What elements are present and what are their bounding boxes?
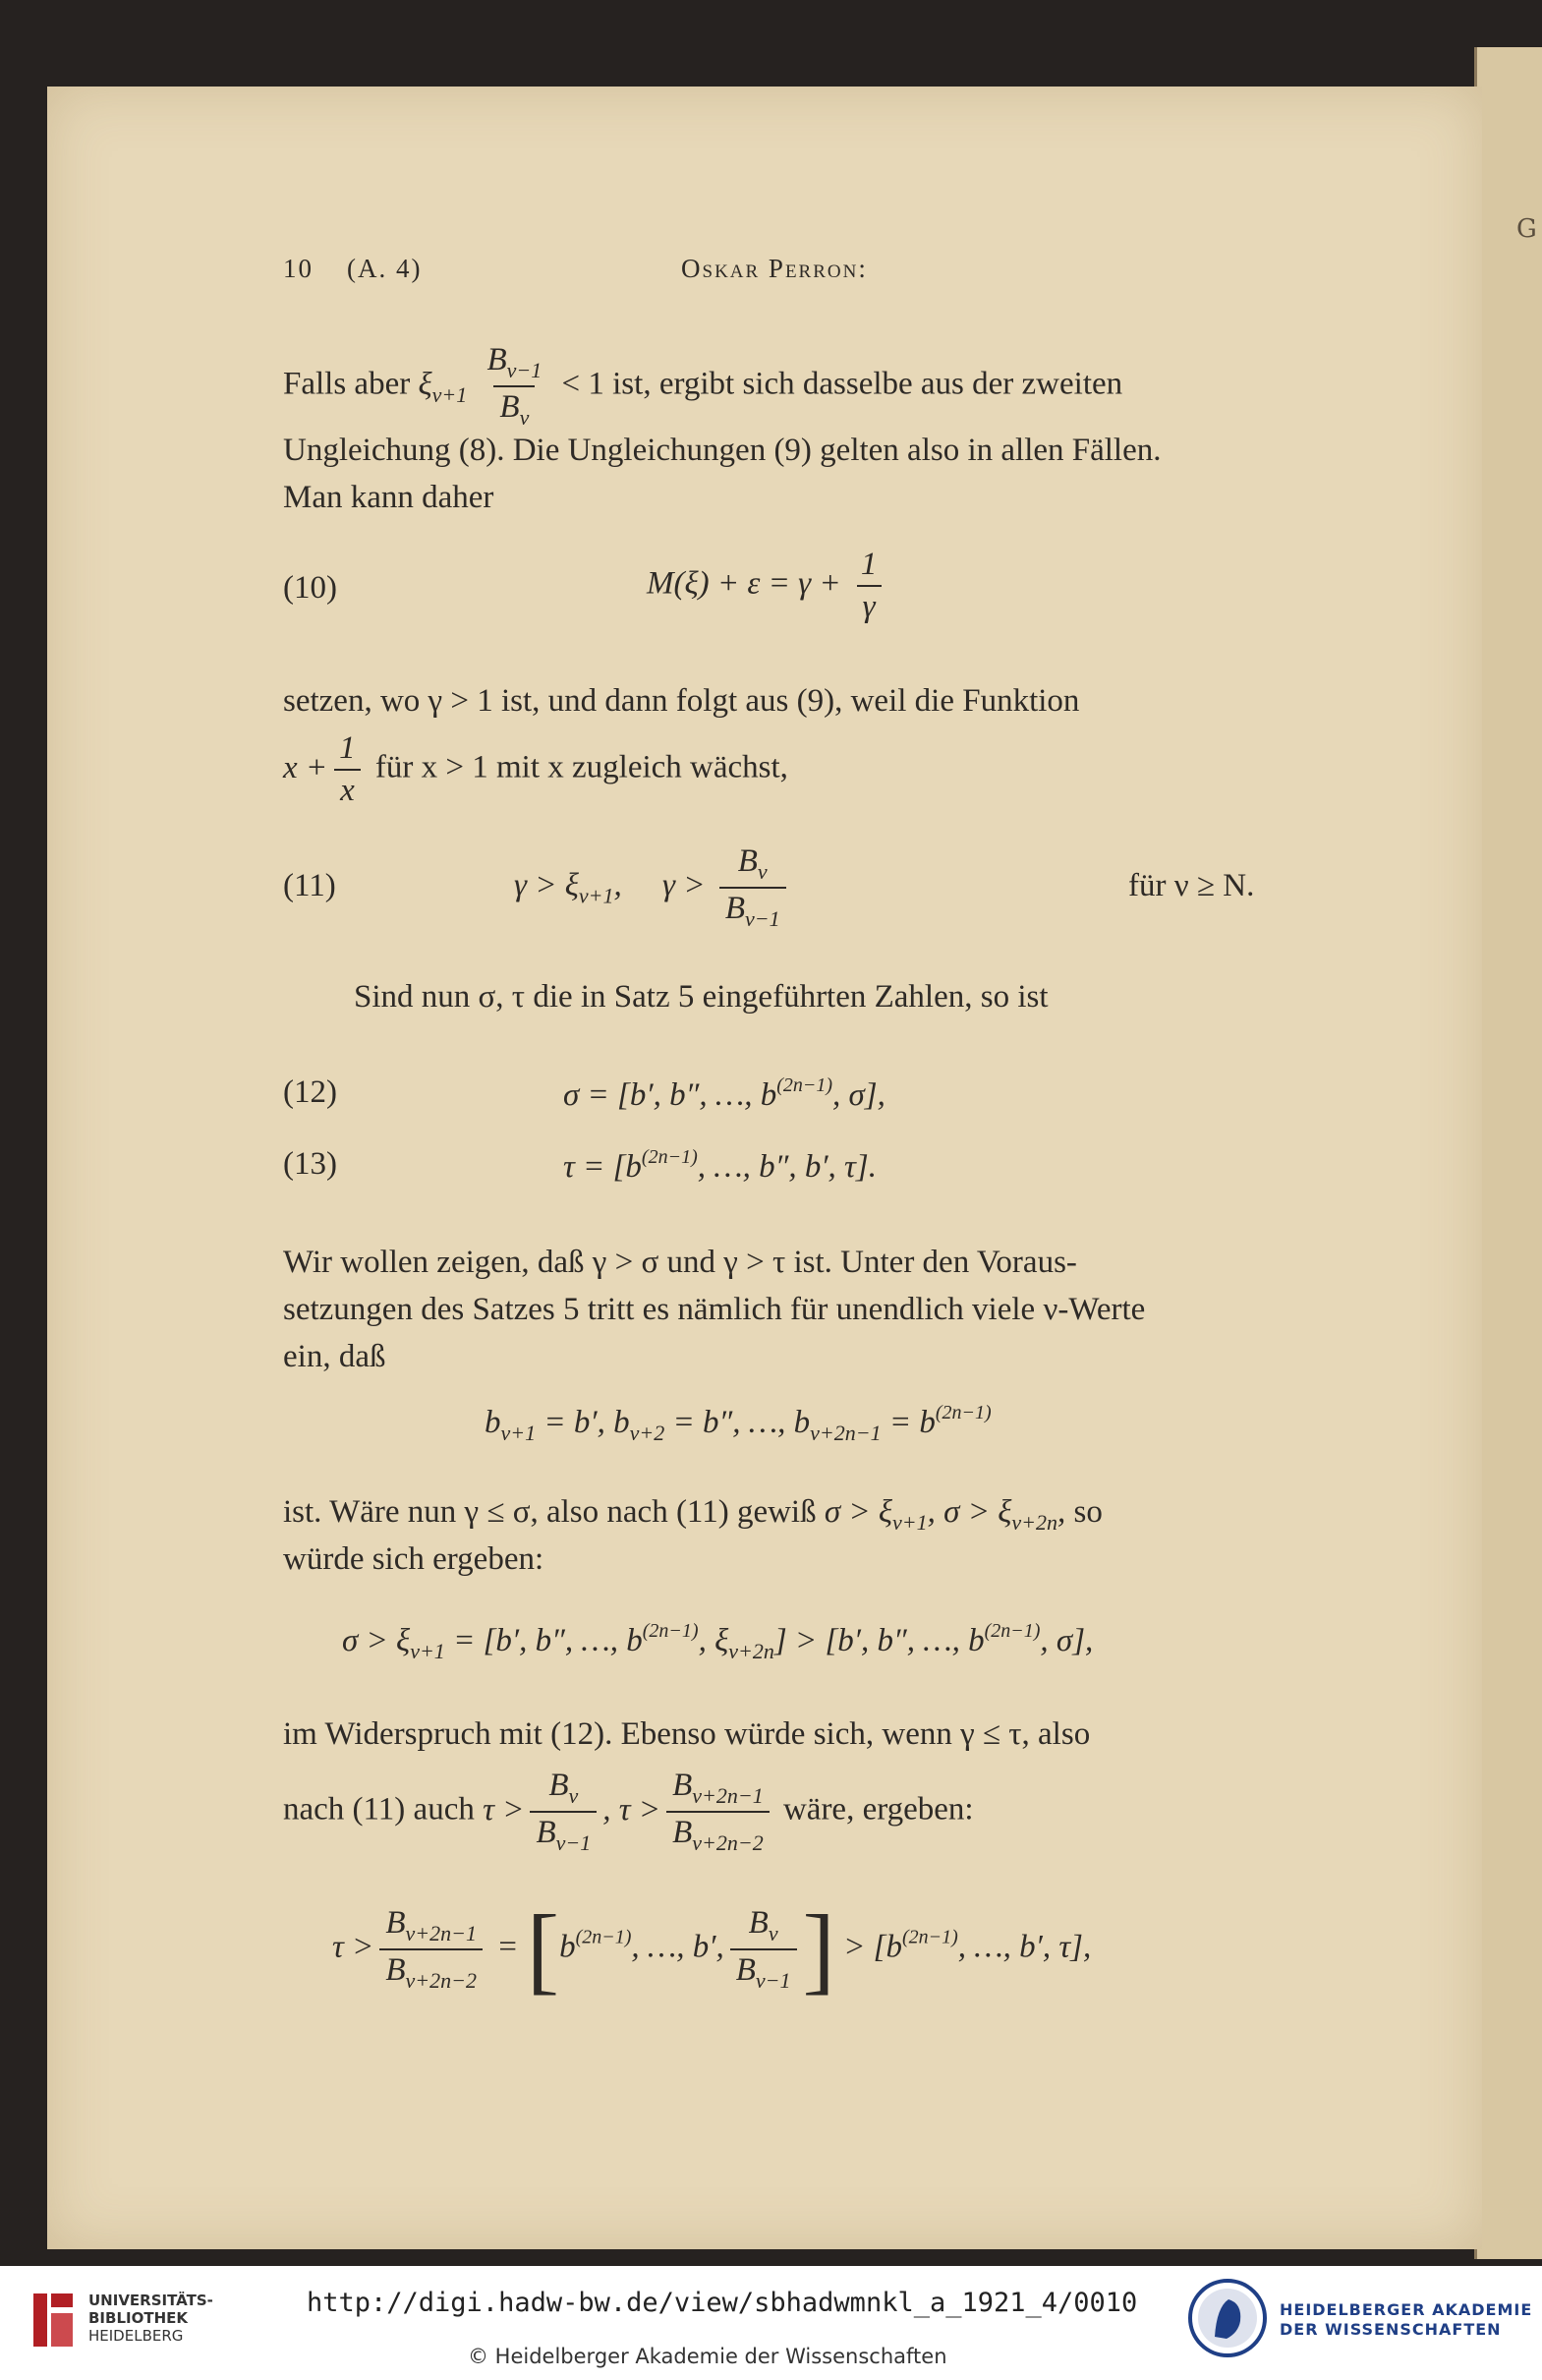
university-library-name xyxy=(88,2292,213,2345)
text-fragment: ist. Wäre nun γ ≤ σ, also nach (11) gewiß xyxy=(283,1494,817,1530)
equation-b-values: $b_{\nu+1} = b'$, $b_{\nu+2} = b''$, …, $b_{\nu+2n-1} = b^{(2n-1)}$ xyxy=(485,1402,992,1445)
adjacent-page-edge xyxy=(1474,47,1542,2259)
equation-11: $\gamma > \xi_{\nu+1}$, γ > $\frac{B_\nu}{B_{\nu-1}}$ xyxy=(514,843,792,932)
paragraph-6-line-1: im Widerspruch mit (12). Ebenso würde sich, wenn γ ≤ τ, also xyxy=(283,1716,1091,1752)
academy-name xyxy=(1280,2300,1532,2340)
equation-label-13: (13) xyxy=(283,1146,337,1182)
paragraph-1-line-3: Man kann daher xyxy=(283,480,494,515)
equation-label-11: (11) xyxy=(283,868,336,903)
equation-tau-chain: τ > $\frac{B_{\nu+2n-1}}{B_{\nu+2n-2}}$ = [$b^{(2n-1)}$, …, b′, $\frac{B_\nu}{B_{\nu-1}}$ ] > [$b^{(2n-1)}$, …, b′, τ], xyxy=(332,1894,1092,2003)
book-page xyxy=(47,87,1482,2249)
academy-seal-icon xyxy=(1187,2278,1268,2358)
text-fragment: nach (11) auch xyxy=(283,1791,475,1828)
paragraph-4-line-3: ein, daß xyxy=(283,1339,386,1374)
paragraph-1-line-2: Ungleichung (8). Die Ungleichungen (9) gelten also in allen Fällen. xyxy=(283,433,1162,468)
footer-bar xyxy=(0,2266,1542,2380)
math-fraction: $\frac{B_\nu}{B_{\nu-1}}$ xyxy=(719,843,786,932)
paragraph-6-line-2 xyxy=(283,1768,974,1856)
page-number: 10 xyxy=(283,254,314,283)
running-header-author: Oskar Perron: xyxy=(681,254,868,283)
math-expression: $\sigma > \xi_{\nu+1}$, $\sigma > \xi_{\nu+2n}$, xyxy=(824,1494,1066,1535)
paragraph-4-line-2: setzungen des Satzes 5 tritt es nämlich für unendlich viele ν-Werte xyxy=(283,1292,1146,1327)
text-fragment: für x > 1 mit x zugleich wächst, xyxy=(374,749,788,785)
adjacent-page-fragment: G xyxy=(1516,214,1537,244)
academy-line-1: HEIDELBERGER AKADEMIE xyxy=(1280,2300,1533,2319)
paragraph-5-line-1 xyxy=(283,1494,1103,1536)
text-fragment: Falls aber xyxy=(283,366,411,402)
equation-13: $\tau = [b^{(2n-1)}$, …, b″, b′, τ]. xyxy=(563,1146,877,1185)
paragraph-3: Sind nun σ, τ die in Satz 5 eingeführten Zahlen, so ist xyxy=(354,979,1049,1015)
library-line-1: UNIVERSITÄTS- xyxy=(88,2292,213,2309)
text-fragment: so xyxy=(1073,1494,1103,1530)
equation-sigma-chain: $\sigma > \xi_{\nu+1} = [b'$, b″, …, $b^{(2n-1)}$, $\xi_{\nu+2n}] > [b'$, b″, …, $b^{(2n-1)}$, σ], xyxy=(342,1620,1094,1663)
permalink-url[interactable]: http://digi.hadw-bw.de/view/sbhadwmnkl_a_1921_4/0010 xyxy=(307,2288,1138,2318)
paragraph-2-line-2 xyxy=(283,730,788,809)
math-fraction: $\frac{1}{\gamma}$ xyxy=(855,547,884,625)
paragraph-5-line-2: würde sich ergeben: xyxy=(283,1541,544,1577)
library-line-3: HEIDELBERG xyxy=(88,2327,184,2345)
paragraph-4-line-1: Wir wollen zeigen, daß γ > σ und γ > τ ist. Unter den Voraus- xyxy=(283,1245,1077,1280)
text-fragment: < 1 ist, ergibt sich dasselbe aus der zweiten xyxy=(561,366,1123,402)
equation-11-condition: für ν ≥ N. xyxy=(1128,868,1255,903)
copyright-notice: © Heidelberger Akademie der Wissenschaften xyxy=(468,2345,947,2368)
text-fragment: wäre, ergeben: xyxy=(782,1791,974,1828)
library-line-2: BIBLIOTHEK xyxy=(88,2309,188,2327)
header-ref: (A. 4) xyxy=(347,254,423,283)
equation-label-12: (12) xyxy=(283,1074,337,1110)
paragraph-1-line-1 xyxy=(283,342,1122,431)
paragraph-2-line-1: setzen, wo γ > 1 ist, und dann folgt aus (9), weil die Funktion xyxy=(283,683,1080,719)
equation-label-10: (10) xyxy=(283,570,337,606)
math-xi: $\xi_{\nu+1}$ xyxy=(418,366,468,407)
math-expression: x + $\frac{1}{x}$ xyxy=(283,750,368,785)
math-fraction: $\frac{B_{\nu-1}}{B_\nu}$ xyxy=(486,342,543,430)
equation-10: M(ξ) + ε = γ + $\frac{1}{\gamma}$ xyxy=(647,547,888,625)
math-expression: τ > $\frac{B_\nu}{B_{\nu-1}}$ , τ > $\frac{B_{\nu+2n-1}}{B_{\nu+2n-2}}$ xyxy=(483,1792,775,1828)
equation-12: σ = [b′, b″, …, $b^{(2n-1)}$, σ], xyxy=(563,1074,885,1113)
university-library-logo-icon xyxy=(29,2286,77,2354)
academy-line-2: DER WISSENSCHAFTEN xyxy=(1280,2320,1502,2339)
